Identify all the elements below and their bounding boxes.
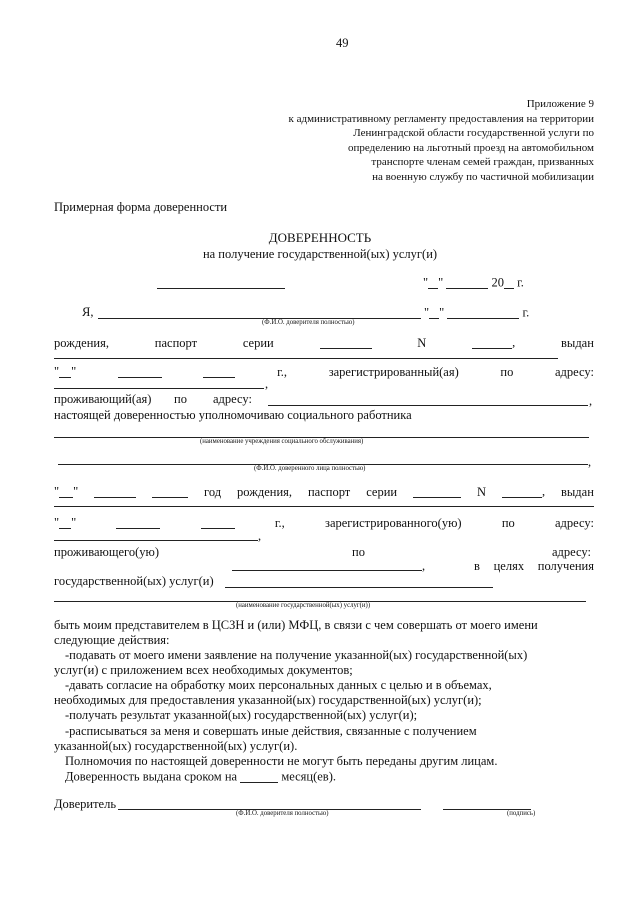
field-label: г., <box>274 515 285 530</box>
body-line: -подавать от моего имени заявление на получение указанной(ых) государственной(ых) <box>65 648 528 662</box>
proxy-living-label-3: адресу: <box>552 545 591 559</box>
comma: , <box>258 529 262 543</box>
appendix-line: Ленинградской области государственной услуги по <box>353 127 594 140</box>
proxy-issue-day-blank[interactable] <box>59 516 71 529</box>
appendix-line: Приложение 9 <box>526 98 594 110</box>
quote-mark: " <box>71 364 77 379</box>
validity-label: Доверенность выдана сроком на <box>65 769 238 784</box>
proxy-birth-row: " " год рождения, паспорт серии N , выдан <box>54 484 594 499</box>
caption-proxy-name: (Ф.И.О. доверенного лица полностью) <box>254 465 366 472</box>
quote-mark: " <box>54 364 60 379</box>
body-line: следующие действия: <box>54 633 170 647</box>
comma: , <box>265 377 269 391</box>
field-label: серии <box>366 484 398 499</box>
field-label: N <box>417 335 427 350</box>
proxy-registration-address-blank[interactable] <box>54 540 258 541</box>
year-prefix: 20 <box>491 275 504 290</box>
page-number: 49 <box>336 36 349 50</box>
body-line: быть моим представителем в ЦСЗН и (или) МФЦ, в связи с чем совершать от моего имени <box>54 618 538 632</box>
field-label: зарегистрированного(ую) <box>325 515 462 530</box>
year-suffix: г. <box>522 305 530 320</box>
proxy-series-blank[interactable] <box>413 485 461 498</box>
passport-series-blank[interactable] <box>320 336 372 349</box>
principal-name-blank[interactable] <box>98 318 421 319</box>
field-label: в <box>474 559 480 573</box>
quote-mark: " <box>73 484 79 499</box>
body-line: -давать согласие на обработку моих персональных данных с целью и в объемах, <box>65 678 492 692</box>
body-line: необходимых для предоставления указанной(ых) государственной(ых) услуг(и); <box>54 693 482 707</box>
validity-unit: месяц(ев). <box>281 769 336 784</box>
birth-day-blank[interactable] <box>429 306 439 319</box>
living-label-3: адресу: <box>213 392 252 406</box>
caption-signature-sign: (подпись) <box>507 810 536 817</box>
validity-line <box>65 770 336 783</box>
month-blank[interactable] <box>446 276 488 289</box>
field-label: рождения, <box>54 335 109 350</box>
birth-month-blank[interactable] <box>447 306 519 319</box>
field-label: паспорт <box>154 335 198 350</box>
principal-ya: Я, <box>82 305 94 319</box>
proxy-birth-day-blank[interactable] <box>59 485 73 498</box>
quote-mark: " <box>424 305 430 320</box>
issue-month-blank[interactable] <box>118 365 162 378</box>
comma: , <box>589 394 593 408</box>
body-line: -получать результат указанной(ых) государственной(ых) услуг(и); <box>65 708 418 722</box>
proxy-living-label-2: по <box>352 545 365 559</box>
proxy-birth-month-blank[interactable] <box>94 485 136 498</box>
registered-row <box>54 365 594 378</box>
proxy-birth-year-blank[interactable] <box>152 485 188 498</box>
field-label: зарегистрированный(ая) <box>328 364 459 379</box>
document-subtitle: на получение государственной(ых) услуг(и) <box>202 247 438 261</box>
appendix-block <box>250 97 594 185</box>
quote-mark: " <box>54 484 60 499</box>
passport-number-blank[interactable] <box>472 336 512 349</box>
place-blank[interactable] <box>157 288 285 289</box>
principal-birthdate <box>424 306 529 319</box>
caption-signature-name: (Ф.И.О. доверителя полностью) <box>236 810 329 817</box>
field-label: по <box>501 515 515 530</box>
months-blank[interactable] <box>240 770 278 783</box>
living-label-1: проживающий(ая) <box>54 392 152 406</box>
living-label-2: по <box>174 392 187 406</box>
date-line <box>423 276 524 289</box>
comma: , <box>422 559 426 573</box>
caption-principal-name: (Ф.И.О. доверителя полностью) <box>262 319 355 326</box>
body-line: -расписываться за меня и совершать иные действия, связанные с получением <box>65 724 477 738</box>
services-blank-1[interactable] <box>225 587 493 588</box>
caption-institution: (наименование учреждения социального обслуживания) <box>200 438 364 445</box>
field-label: N <box>476 484 486 499</box>
registration-address-blank[interactable] <box>54 388 264 389</box>
year-suffix: г. <box>517 275 524 290</box>
signature-label: Доверитель <box>54 797 117 811</box>
quote-mark: " <box>438 275 444 290</box>
quote-mark: " <box>423 275 429 290</box>
field-label: адресу: <box>554 515 594 530</box>
field-label: по <box>500 364 514 379</box>
proxy-issue-month-blank[interactable] <box>116 516 160 529</box>
field-label: год <box>204 484 222 499</box>
issue-year-blank[interactable] <box>203 365 235 378</box>
document-title: ДОВЕРЕННОСТЬ <box>268 230 372 245</box>
quote-mark: " <box>54 515 60 530</box>
authorize-line: настоящей доверенностью уполномочиваю социального работника <box>54 408 412 422</box>
services-label: государственной(ых) услуг(и) <box>54 574 214 588</box>
proxy-living-label-1: проживающего(ую) <box>54 545 159 559</box>
proxy-number-blank[interactable] <box>502 485 542 498</box>
proxy-issue-year-blank[interactable] <box>201 516 235 529</box>
purpose-row <box>474 560 594 573</box>
field-label: выдан <box>561 484 594 499</box>
birth-row: рождения, паспорт серии N , выдан <box>54 335 594 350</box>
field-label: получения <box>537 559 594 573</box>
field-label: паспорт <box>307 484 351 499</box>
field-label: серии <box>242 335 274 350</box>
appendix-line: транспорте членам семей граждан, призванных <box>371 156 594 169</box>
appendix-line: к административному регламенту предоставления на территории <box>288 112 594 125</box>
proxy-living-address-blank[interactable] <box>232 570 422 571</box>
body-line: указанной(ых) государственной(ых) услуг(и). <box>54 739 298 753</box>
quote-mark: " <box>71 515 77 530</box>
field-label: целях <box>493 559 525 573</box>
field-label: г., <box>277 364 288 379</box>
year-blank[interactable] <box>504 276 514 289</box>
body-line: Полномочия по настоящей доверенности не могут быть переданы другим лицам. <box>65 754 498 768</box>
field-label: рождения, <box>237 484 293 499</box>
field-label: выдан <box>561 335 594 350</box>
appendix-line: на военную службу по частичной мобилизации <box>372 170 594 183</box>
caption-services: (наименование государственной(ых) услуг(и)) <box>236 602 371 609</box>
field-label: адресу: <box>554 364 594 379</box>
issue-day-blank[interactable] <box>59 365 71 378</box>
proxy-registered-row <box>54 516 594 529</box>
proxy-issued-by-blank[interactable] <box>54 506 594 507</box>
body-line: услуг(и) с приложением всех необходимых документов; <box>54 663 353 677</box>
living-address-blank[interactable] <box>268 405 588 406</box>
quote-mark: " <box>439 305 445 320</box>
day-blank[interactable] <box>428 276 438 289</box>
appendix-line: определению на льготный проезд на автомобильном <box>348 141 594 154</box>
form-label: Примерная форма доверенности <box>54 200 228 214</box>
issued-by-blank[interactable] <box>54 358 558 359</box>
comma: , <box>588 455 592 469</box>
